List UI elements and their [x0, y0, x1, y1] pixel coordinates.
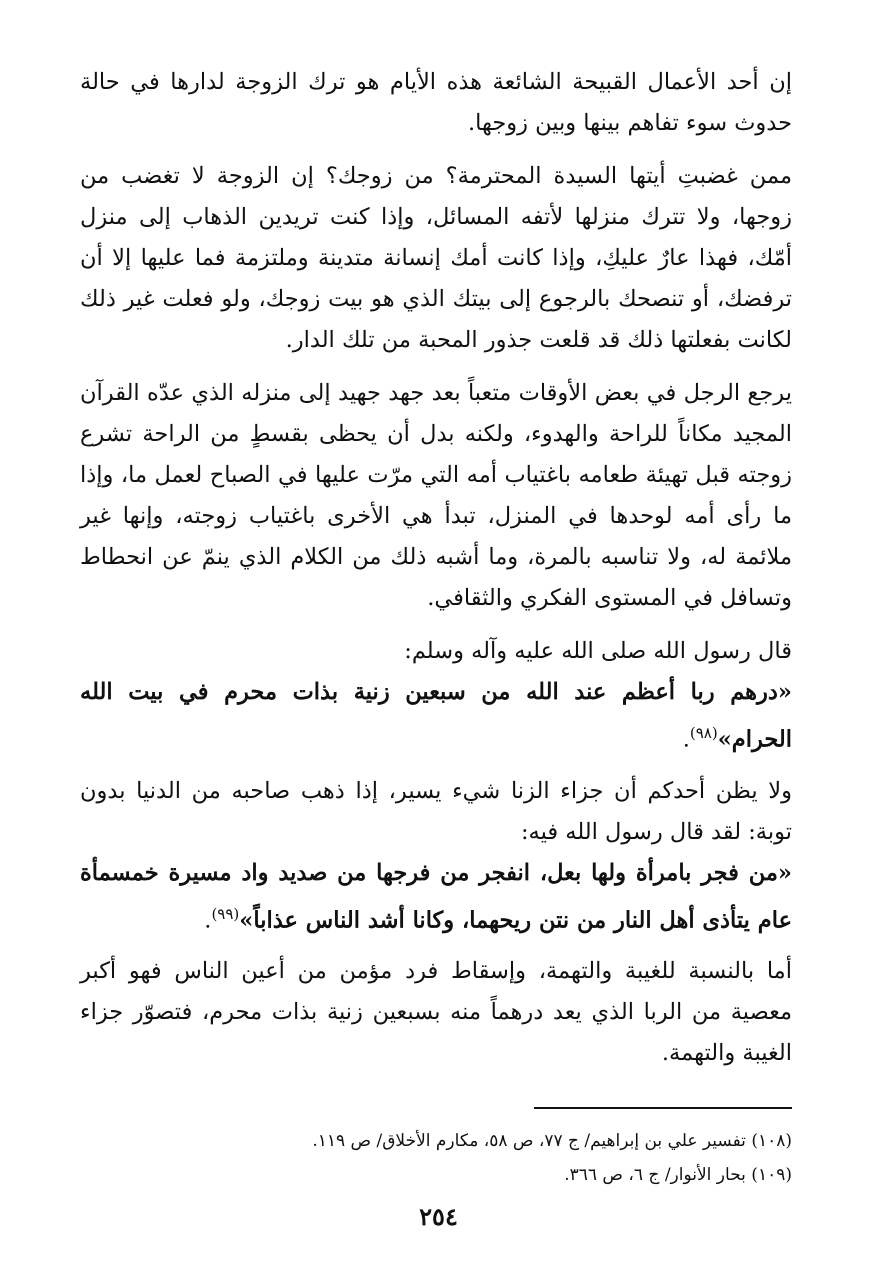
hadith-text-1: «درهم ربا أعظم عند الله من سبعين زنية بذات محرم في بيت الله الحرام»: [80, 679, 792, 753]
footnote-108: (١٠٨) تفسير علي بن إبراهيم/ ج ٧٧، ص ٥٨، مكارم الأخلاق/ ص ١١٩.: [312, 1131, 792, 1151]
paragraph-4: ولا يظن أحدكم أن جزاء الزنا شيء يسير، إذا ذهب صاحبه من الدنيا بدون توبة: لقد قال رسول الله فيه:: [80, 777, 792, 845]
hadith-text-2: «من فجر بامرأة ولها بعل، انفجر من فرجها من صديد واد مسيرة خمسمأة عام يتأذى أهل النار من نتن ريحهما، وكانا أشد الناس عذاباً»: [80, 859, 792, 933]
footnotes: [80, 1124, 792, 1192]
footnote-ref-98: (٩٨): [689, 724, 718, 742]
main-text: [80, 62, 792, 1086]
paragraph-5: أما بالنسبة للغيبة والتهمة، وإسقاط فرد مؤمن من أعين الناس فهو أكبر معصية من الربا الذي يعد درهماً منه بسبعين زنية بذات محرم، فتصوّر جزاء الغيبة والتهمة.: [80, 958, 792, 1066]
paragraph-3: يرجع الرجل في بعض الأوقات متعباً بعد جهد جهيد إلى منزله الذي عدّه القرآن المجيد مكاناً للراحة والهدوء، ولكنه بدل أن يحظى بقسطٍ من الراحة تشرع زوجته قبل تهيئة طعامه باغتياب أمه التي مرّت عليها في الصباح لعمل ما، وإذا ما رأى أمه لوحدها في المنزل، تبدأ هي الأخرى باغتياب زوجته، وإنها غير ملائمة له، ولا تناسبه بالمرة، وما أشبه ذلك من الكلام الذي ينمّ عن انحطاط وتسافل في المستوى الفكري والثقافي.: [80, 380, 792, 611]
hadith-end-2: .: [204, 907, 212, 933]
paragraph-1: إن أحد الأعمال القبيحة الشائعة هذه الأيام هو ترك الزوجة لدارها في حالة حدوث سوء تفاهم بينها وبين زوجها.: [80, 69, 792, 136]
footnote-109: (١٠٩) بحار الأنوار/ ج ٦، ص ٣٦٦.: [564, 1165, 792, 1185]
footnote-divider: [534, 1107, 792, 1109]
paragraph-2: ممن غضبتِ أيتها السيدة المحترمة؟ من زوجك؟ إن الزوجة لا تغضب من زوجها، ولا تترك منزلها لأتفه المسائل، وإذا كنت تريدين الذهاب إلى منزل أمّك، فهذا عارٌ عليكِ، وإذا كانت أمك إنسانة متدينة وملتزمة فما عليها إلا أن ترفضك، أو تنصحك بالرجوع إلى بيتك الذي هو بيت زوجك، ولو فعلت غير ذلك لكانت بفعلتها ذلك قد قلعت جذور المحبة من تلك الدار.: [80, 163, 792, 353]
hadith-quote-2: [80, 853, 792, 942]
hadith-intro: قال رسول الله صلى الله عليه وآله وسلم:: [404, 638, 792, 664]
hadith-end-1: .: [682, 726, 690, 753]
page-number: ٢٥٤: [419, 1202, 458, 1231]
hadith-quote-1: [80, 672, 792, 761]
footnote-ref-99: (٩٩): [211, 904, 240, 923]
